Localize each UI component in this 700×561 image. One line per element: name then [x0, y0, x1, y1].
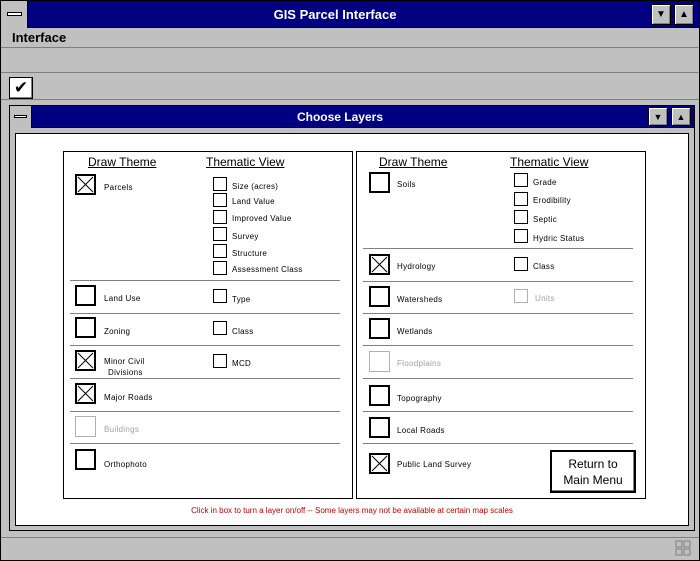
row-divider	[363, 248, 633, 249]
system-menu-icon	[7, 12, 22, 16]
thematic-label-erodibility: Erodibility	[533, 196, 571, 205]
layer-checkbox-topography[interactable]	[369, 385, 390, 406]
thematic-checkbox-size[interactable]	[213, 177, 227, 191]
window-title: GIS Parcel Interface	[273, 7, 397, 22]
thematic-checkbox-structure[interactable]	[213, 244, 227, 258]
return-button-line2: Main Menu	[563, 472, 623, 487]
check-button[interactable]	[9, 77, 33, 99]
layer-label-major-roads: Major Roads	[104, 393, 153, 402]
checkmark-icon: ✔	[13, 78, 29, 97]
thematic-checkbox-assessment-class[interactable]	[213, 261, 227, 275]
system-menu-icon	[14, 115, 27, 118]
layer-label-divisions: Divisions	[108, 368, 143, 377]
thematic-label-hydric-status: Hydric Status	[533, 234, 585, 243]
layer-checkbox-major-roads[interactable]	[75, 383, 96, 404]
row-divider	[70, 280, 340, 281]
system-menu-button[interactable]	[1, 1, 28, 28]
row-divider	[70, 313, 340, 314]
layer-label-floodplains: Floodplains	[397, 359, 442, 368]
layer-label-public-land-survey: Public Land Survey	[397, 460, 472, 469]
cross-icon	[371, 455, 388, 472]
layer-label-minor-civil: Minor Civil	[104, 357, 145, 366]
layer-label-orthophoto: Orthophoto	[104, 460, 148, 469]
thematic-label-improved-value: Improved Value	[232, 214, 292, 223]
layer-checkbox-minor-civil-divisions[interactable]	[75, 350, 96, 371]
thematic-label-grade: Grade	[533, 178, 557, 187]
thematic-view-header: Thematic View	[510, 155, 589, 169]
layer-checkbox-buildings	[75, 416, 96, 437]
layer-label-parcels: Parcels	[104, 183, 133, 192]
thematic-checkbox-improved-value[interactable]	[213, 210, 227, 224]
dialog-client-area	[15, 133, 689, 526]
row-divider	[70, 345, 340, 346]
cross-icon	[77, 176, 94, 193]
layer-checkbox-public-land-survey[interactable]	[369, 453, 390, 474]
thematic-checkbox-land-value[interactable]	[213, 193, 227, 207]
thematic-label-structure: Structure	[232, 249, 268, 258]
layer-checkbox-soils[interactable]	[369, 172, 390, 193]
status-bar	[1, 537, 699, 560]
row-divider	[70, 443, 340, 444]
left-layer-panel	[63, 151, 353, 499]
triangle-down-icon: ▼	[653, 111, 663, 122]
layer-footnote: Click in box to turn a layer on/off -- Some layers may not be available at certain map scales	[191, 506, 513, 515]
thematic-checkbox-erodibility[interactable]	[514, 192, 528, 206]
menu-bar	[1, 28, 699, 48]
thematic-checkbox-septic[interactable]	[514, 210, 528, 224]
resize-grip-icon[interactable]	[675, 540, 691, 556]
thematic-label-assessment-class: Assessment Class	[232, 265, 303, 274]
layer-label-topography: Topography	[397, 394, 442, 403]
triangle-down-icon: ▼	[656, 9, 666, 20]
layer-label-local-roads: Local Roads	[397, 426, 445, 435]
triangle-up-icon: ▲	[676, 111, 686, 122]
layer-label-watersheds: Watersheds	[397, 295, 443, 304]
child-title-bar	[10, 106, 694, 128]
row-divider	[363, 345, 633, 346]
thematic-checkbox-class[interactable]	[514, 257, 528, 271]
choose-layers-window	[9, 105, 695, 531]
row-divider	[363, 313, 633, 314]
layer-label-zoning: Zoning	[104, 327, 131, 336]
row-divider	[363, 378, 633, 379]
row-divider	[70, 378, 340, 379]
cross-icon	[77, 352, 94, 369]
thematic-label-class: Class	[533, 262, 555, 271]
thematic-label-land-value: Land Value	[232, 197, 275, 206]
right-layer-panel	[356, 151, 646, 499]
draw-theme-header: Draw Theme	[88, 155, 157, 169]
title-bar	[1, 1, 699, 28]
layer-label-wetlands: Wetlands	[397, 327, 433, 336]
toolbar	[1, 74, 699, 100]
thematic-label-class: Class	[232, 327, 254, 336]
layer-checkbox-parcels[interactable]	[75, 174, 96, 195]
child-window-title: Choose Layers	[296, 110, 384, 124]
maximize-button[interactable]	[674, 4, 694, 25]
child-maximize-button[interactable]	[671, 107, 691, 126]
cross-icon	[371, 256, 388, 273]
layer-label-soils: Soils	[397, 180, 416, 189]
layer-checkbox-zoning[interactable]	[75, 317, 96, 338]
thematic-label-survey: Survey	[232, 232, 259, 241]
layer-label-hydrology: Hydrology	[397, 262, 436, 271]
thematic-checkbox-mcd[interactable]	[213, 354, 227, 368]
layer-checkbox-watersheds[interactable]	[369, 286, 390, 307]
thematic-checkbox-units	[514, 289, 528, 303]
thematic-label-septic: Septic	[533, 215, 558, 224]
thematic-checkbox-class[interactable]	[213, 321, 227, 335]
return-to-main-menu-button[interactable]	[550, 450, 636, 493]
triangle-up-icon: ▲	[679, 9, 689, 20]
empty-toolbar-strip	[1, 48, 699, 73]
menu-interface[interactable]: Interface	[12, 30, 67, 45]
thematic-label-mcd: MCD	[232, 359, 252, 368]
layer-label-land-use: Land Use	[104, 294, 141, 303]
layer-checkbox-hydrology[interactable]	[369, 254, 390, 275]
return-button-line1: Return to	[568, 456, 618, 471]
child-minimize-button[interactable]	[648, 107, 668, 126]
thematic-view-header: Thematic View	[206, 155, 285, 169]
layer-checkbox-floodplains	[369, 351, 390, 372]
minimize-button[interactable]	[651, 4, 671, 25]
thematic-checkbox-grade[interactable]	[514, 173, 528, 187]
thematic-label-type: Type	[232, 295, 251, 304]
layer-label-buildings: Buildings	[104, 425, 140, 434]
row-divider	[363, 281, 633, 282]
thematic-label-units: Units	[535, 294, 555, 303]
child-system-menu-button[interactable]	[10, 106, 32, 128]
row-divider	[363, 411, 633, 412]
draw-theme-header: Draw Theme	[379, 155, 448, 169]
layer-checkbox-wetlands[interactable]	[369, 318, 390, 339]
thematic-checkbox-type[interactable]	[213, 289, 227, 303]
thematic-label-size: Size (acres)	[232, 182, 279, 191]
thematic-checkbox-survey[interactable]	[213, 227, 227, 241]
thematic-checkbox-hydric-status[interactable]	[514, 229, 528, 243]
row-divider	[363, 443, 633, 444]
layer-checkbox-land-use[interactable]	[75, 285, 96, 306]
cross-icon	[77, 385, 94, 402]
layer-checkbox-orthophoto[interactable]	[75, 449, 96, 470]
layer-checkbox-local-roads[interactable]	[369, 417, 390, 438]
row-divider	[70, 411, 340, 412]
